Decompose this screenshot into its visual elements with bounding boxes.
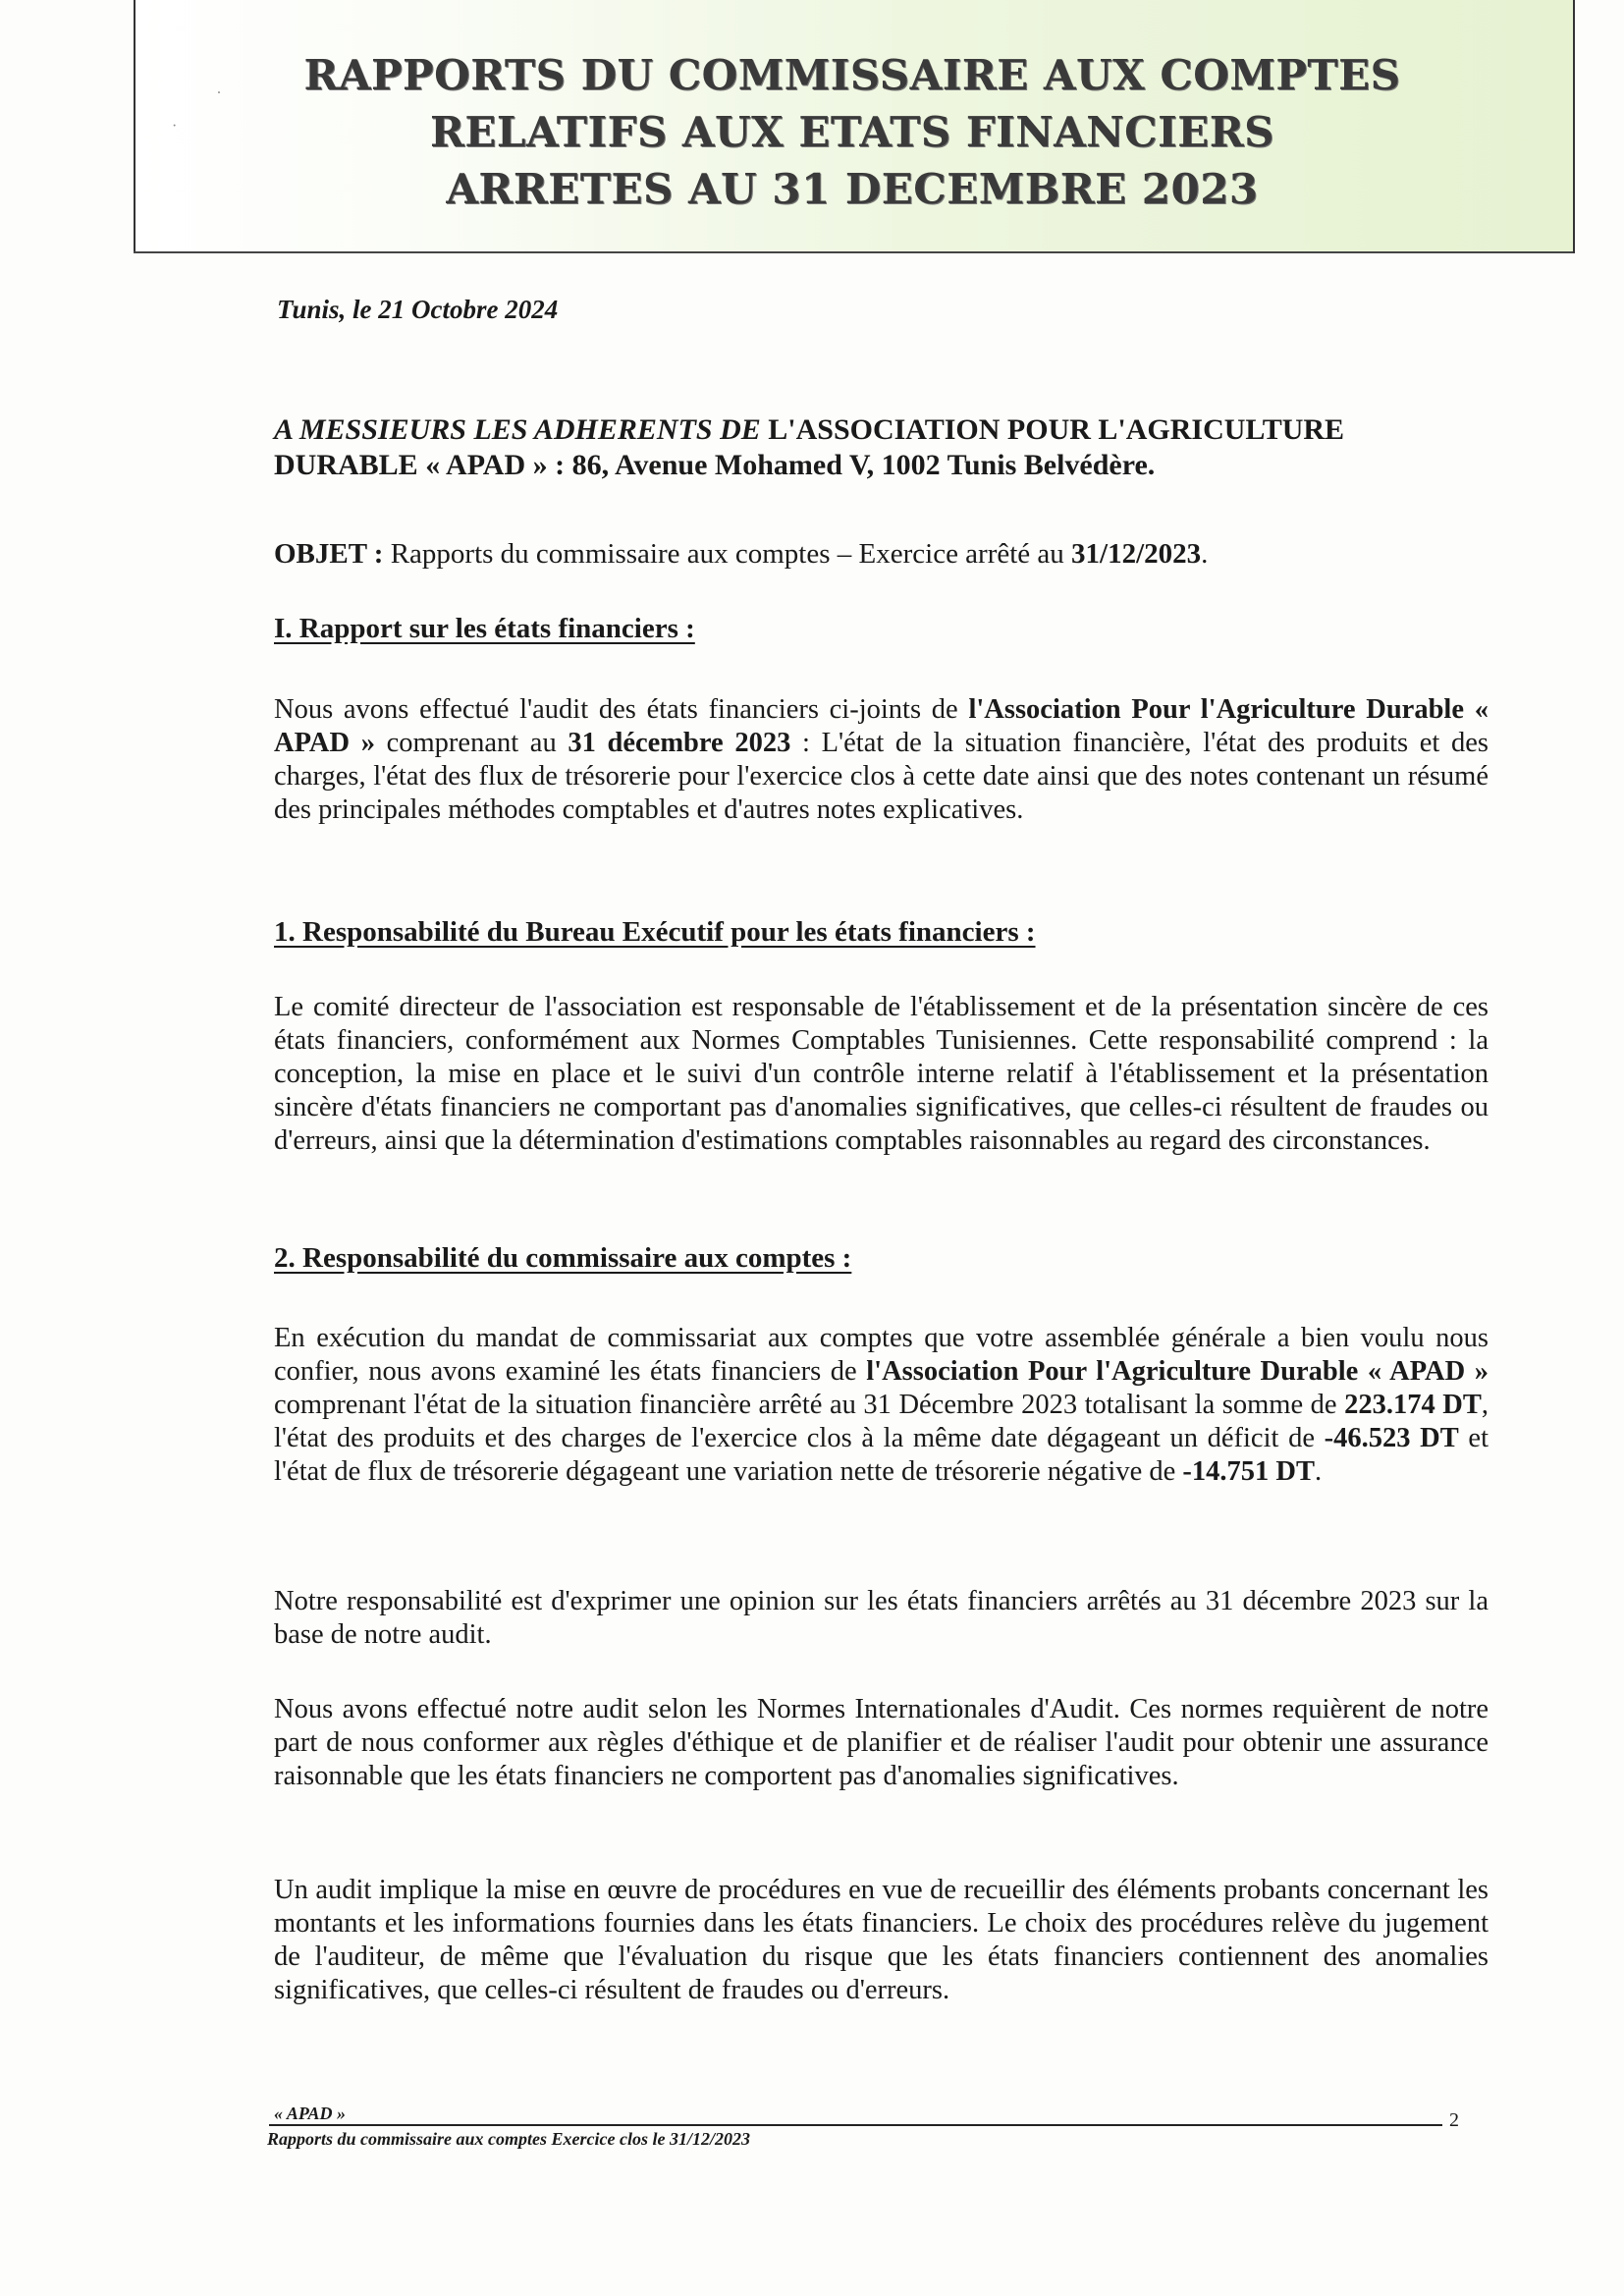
- subject-text: Rapports du commissaire aux comptes – Exercice arrêté au: [383, 538, 1072, 570]
- page-number: 2: [1449, 2109, 1459, 2131]
- scan-speck: ·: [172, 118, 178, 135]
- p3-text-c: comprenant l'état de la situation financière arrêté au 31 Décembre 2023 totalisant la somme de: [274, 1390, 1345, 1420]
- p3-text-a: En exécution du mandat de commissariat aux comptes que votre assemblée générale a bien voulu nous confier, nous avons examiné les états financiers de: [274, 1323, 1489, 1387]
- title-line-1: RAPPORTS DU COMMISSAIRE AUX COMPTES: [303, 51, 1401, 99]
- header-divider: [134, 251, 1573, 253]
- p3-cash-variation: -14.751 DT: [1182, 1456, 1315, 1487]
- report-title: [134, 47, 1571, 218]
- footer-tag: « APAD »: [274, 2104, 347, 2123]
- paragraph-opinion: Notre responsabilité est d'exprimer une opinion sur les états financiers arrêtés au 31 décembre 2023 sur la base de notre audit.: [274, 1586, 1489, 1650]
- paragraph-auditor-responsibility: [274, 1322, 1489, 1489]
- subject-label: OBJET :: [274, 538, 384, 570]
- subject-line: [274, 538, 1208, 571]
- p1-entity-name: l'Association Pour l'Agriculture Durable « APAD »: [274, 694, 1489, 758]
- footer-divider: [269, 2124, 1442, 2126]
- scan-speck: .: [217, 81, 221, 97]
- letter-date: Tunis, le 21 Octobre 2024: [277, 295, 559, 324]
- p1-text-c: comprenant au: [374, 728, 568, 758]
- footer-text: Rapports du commissaire aux comptes Exercice clos le 31/12/2023: [267, 2129, 750, 2149]
- p3-total-amount: 223.174 DT: [1344, 1390, 1482, 1420]
- section-heading-2: 1. Responsabilité du Bureau Exécutif pour les états financiers :: [274, 916, 1036, 948]
- p1-text-e: : L'état de la situation financière, l'état des produits et des charges, l'état des flux de trésorerie pour l'exercice clos à cette date ainsi que des notes contenant un résumé des principales méthodes comptables et d'autres notes explicatives.: [274, 728, 1489, 825]
- title-line-3: ARRETES AU 31 DECEMBRE 2023: [446, 165, 1259, 213]
- title-line-2: RELATIFS AUX ETATS FINANCIERS: [430, 108, 1274, 156]
- paragraph-standards: Nous avons effectué notre audit selon les Normes Internationales d'Audit. Ces normes requièrent de notre part de nous conformer aux règles d'éthique et de planifier et de réaliser l'audit pour obtenir une assurance raisonnable que les états financiers ne comportent pas d'anomalies significatives.: [274, 1694, 1489, 1791]
- subject-date: 31/12/2023: [1071, 538, 1202, 570]
- paragraph-procedures: Un audit implique la mise en œuvre de procédures en vue de recueillir des éléments probants concernant les montants et les informations fournies dans les états financiers. Le choix des procédures relève du jugement de l'auditeur, de même que l'évaluation du risque que les états financiers contiennent des anomalies significatives, que celles-ci résultent de fraudes ou d'erreurs.: [274, 1875, 1489, 2005]
- p3-text-d: , l'état des produits et des charges de l'exercice clos à la même date dégageant un déficit de: [274, 1390, 1489, 1453]
- subject-end: .: [1201, 538, 1209, 570]
- section-heading-1: I. Rapport sur les états financiers :: [274, 613, 695, 644]
- p3-text-f: .: [1315, 1456, 1323, 1487]
- p3-entity-name: l'Association Pour l'Agriculture Durable « APAD »: [866, 1356, 1489, 1387]
- section-heading-3: 2. Responsabilité du commissaire aux comptes :: [274, 1242, 852, 1274]
- recipient-prefix: A MESSIEURS LES ADHERENTS DE: [274, 413, 761, 446]
- p3-deficit-amount: -46.523 DT: [1324, 1423, 1459, 1453]
- p1-date: 31 décembre 2023: [568, 728, 791, 758]
- recipient-rest: L'ASSOCIATION POUR L'AGRICULTURE DURABLE « APAD » : 86, Avenue Mohamed V, 1002 Tunis Belvédère.: [274, 413, 1345, 481]
- recipient-address: [274, 412, 1491, 483]
- paragraph-executive-responsibility: Le comité directeur de l'association est responsable de l'établissement et de la présentation sincère de ces états financiers, conformément aux Normes Comptables Tunisiennes. Cette responsabilité comprend : la conception, la mise en place et le suivi d'un contrôle interne relatif à l'établissement et la présentation sincère d'états financiers ne comportant pas d'anomalies significatives, que celles-ci résultent de fraudes ou d'erreurs, ainsi que la détermination d'estimations comptables raisonnables au regard des circonstances.: [274, 992, 1489, 1156]
- p1-text-a: Nous avons effectué l'audit des états financiers ci-joints de: [274, 694, 969, 725]
- p3-text-e: et l'état de flux de trésorerie dégageant une variation nette de trésorerie négative de: [274, 1423, 1489, 1487]
- paragraph-audit-scope: [274, 693, 1489, 827]
